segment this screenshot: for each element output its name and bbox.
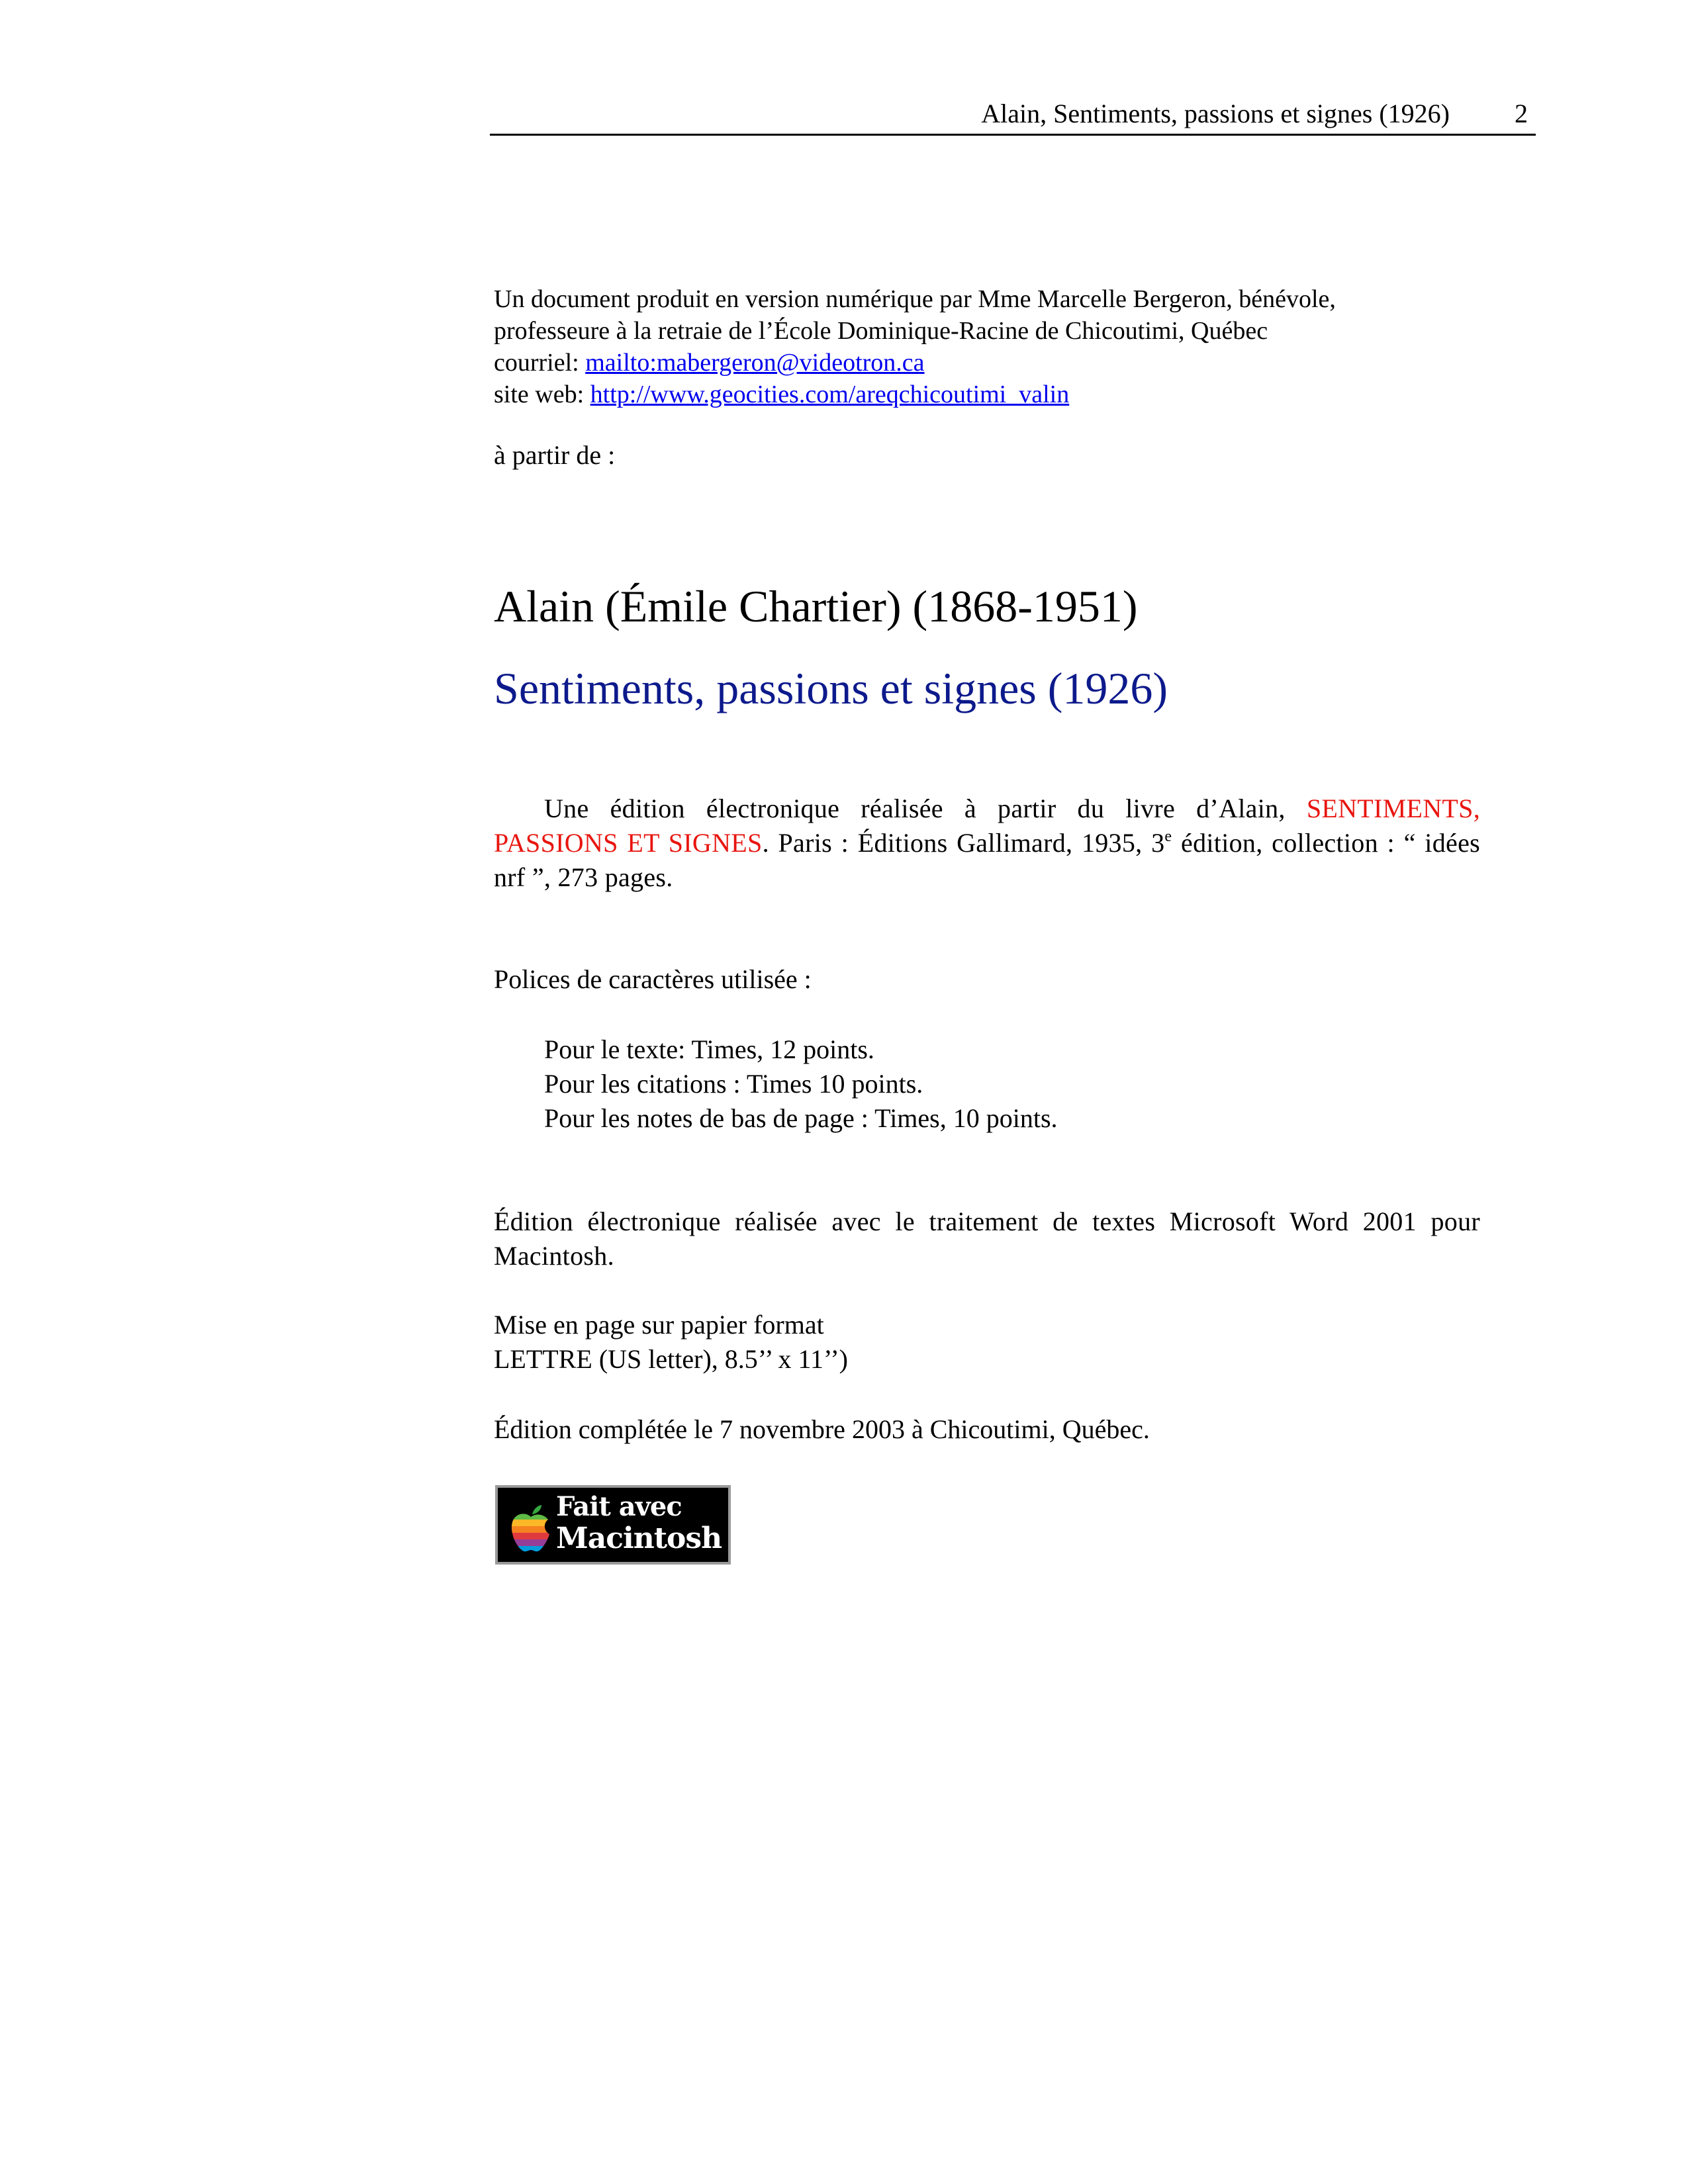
header-title: Alain, Sentiments, passions et signes (1926) bbox=[981, 99, 1450, 128]
fonts-heading: Polices de caractères utilisée : bbox=[494, 964, 812, 994]
email-link[interactable]: mailto:mabergeron@videotron.ca bbox=[585, 349, 925, 377]
edition-text-3: édition, collection : “ idées nrf ”, 273 pages. bbox=[494, 828, 1480, 892]
running-header bbox=[490, 97, 1536, 136]
edition-paragraph bbox=[494, 792, 1480, 895]
completion-date: Édition complétée le 7 novembre 2003 à Chicoutimi, Québec. bbox=[494, 1414, 1150, 1444]
made-with-macintosh-badge bbox=[495, 1485, 731, 1565]
website-label: site web: bbox=[494, 381, 590, 408]
font-item-citations: Pour les citations : Times 10 points. bbox=[544, 1069, 923, 1099]
edition-text-2: . Paris : Éditions Gallimard, 1935, 3 bbox=[762, 828, 1165, 858]
website-link[interactable]: http://www.geocities.com/areqchicoutimi_valin bbox=[590, 381, 1070, 408]
badge-line-1: Fait avec bbox=[556, 1491, 682, 1522]
page-number: 2 bbox=[1515, 99, 1528, 128]
badge-text bbox=[556, 1492, 722, 1555]
book-title: Sentiments, passions et signes (1926) bbox=[494, 663, 1168, 713]
from-label: à partir de : bbox=[494, 440, 616, 470]
email-label: courriel: bbox=[494, 349, 586, 377]
edition-text-1: Une édition électronique réalisée à partir du livre d’Alain, bbox=[544, 794, 1307, 823]
apple-logo-icon bbox=[508, 1504, 553, 1554]
format-line-2: LETTRE (US letter), 8.5’’ x 11’’) bbox=[494, 1344, 848, 1374]
credits-line-1: Un document produit en version numérique par Mme Marcelle Bergeron, bénévole, bbox=[494, 285, 1336, 313]
author-heading: Alain (Émile Chartier) (1868-1951) bbox=[494, 581, 1138, 631]
edition-superscript: e bbox=[1164, 828, 1172, 845]
font-item-footnotes: Pour les notes de bas de page : Times, 10 points. bbox=[544, 1103, 1058, 1133]
email-line bbox=[494, 347, 1487, 379]
website-line bbox=[494, 379, 1487, 410]
edition-red-title: SENTIMENTS, PASSIONS ET SIGNES bbox=[494, 794, 1480, 858]
badge-line-2: Macintosh bbox=[556, 1522, 722, 1555]
fonts-list bbox=[544, 1032, 1537, 1136]
software-paragraph: Édition électronique réalisée avec le traitement de textes Microsoft Word 2001 pour Macintosh. bbox=[494, 1206, 1480, 1271]
font-item-text: Pour le texte: Times, 12 points. bbox=[544, 1034, 874, 1064]
credits-line-2: professeure à la retraie de l’École Dominique-Racine de Chicoutimi, Québec bbox=[494, 317, 1268, 345]
format-paragraph bbox=[494, 1308, 1487, 1377]
format-line-1: Mise en page sur papier format bbox=[494, 1310, 824, 1340]
credits-block bbox=[494, 283, 1487, 410]
